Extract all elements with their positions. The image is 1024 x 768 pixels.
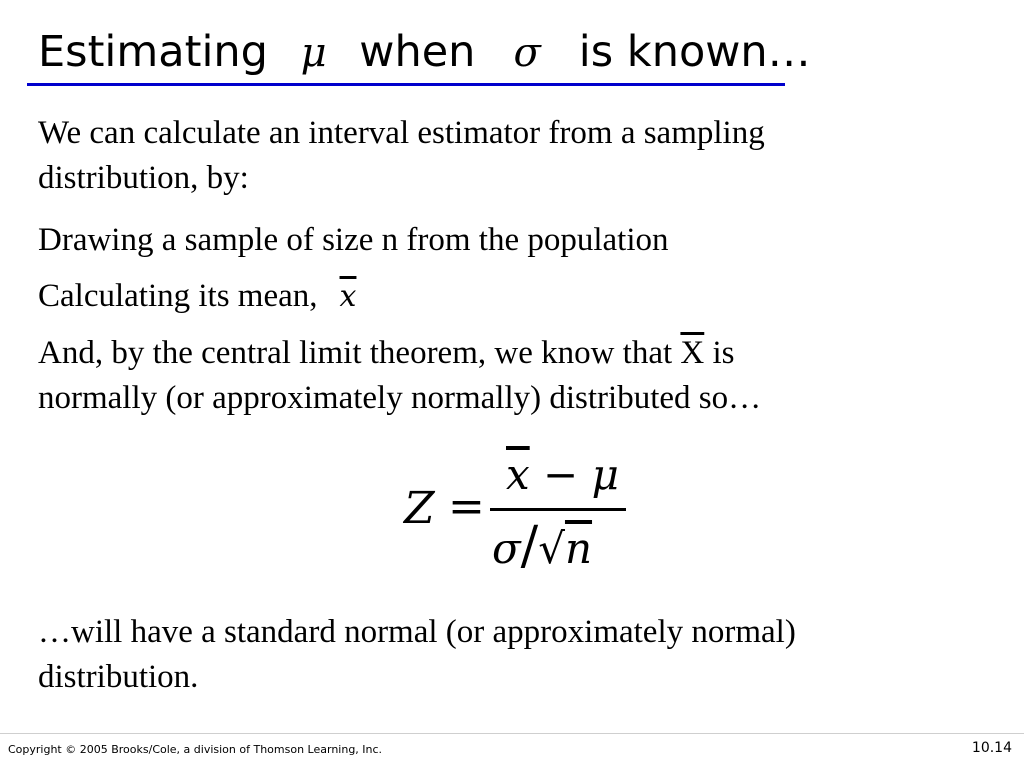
body-line-4a-pre: And, by the central limit theorem, we know that <box>38 335 681 371</box>
body-line-4a-post: is <box>704 335 735 371</box>
body-paragraph-5 <box>38 610 796 700</box>
body-paragraph-3 <box>38 274 356 319</box>
slide-title <box>38 26 811 79</box>
mu-symbol: μ <box>300 30 327 76</box>
z-score-formula <box>400 450 640 585</box>
sigma-symbol: σ <box>513 30 541 76</box>
title-text-estimating: Estimating <box>38 27 282 77</box>
formula-n: n <box>564 524 593 573</box>
body-line-5a: …will have a standard normal (or approximately normal) <box>38 614 796 650</box>
body-paragraph-1 <box>38 111 765 201</box>
body-line-1b: distribution, by: <box>38 160 249 196</box>
body-line-1a: We can calculate an interval estimator from a sampling <box>38 115 765 151</box>
slide-number: 10.14 <box>971 740 1012 756</box>
formula-minus: − <box>529 450 592 499</box>
formula-mu: μ <box>591 450 619 499</box>
body-line-4b: normally (or approximately normally) distributed so… <box>38 380 762 416</box>
X-bar-symbol: $\overline{X}$ <box>680 335 705 371</box>
body-line-5b: distribution. <box>38 659 199 695</box>
formula-slash: / <box>520 516 539 576</box>
body-line-2: Drawing a sample of size n from the population <box>38 222 669 258</box>
formula-equals: = <box>448 481 485 532</box>
body-paragraph-4 <box>38 331 761 421</box>
title-underline <box>27 83 785 86</box>
formula-denominator <box>492 516 592 576</box>
footer-divider <box>0 733 1024 734</box>
formula-sqrt-icon: √ <box>538 524 565 573</box>
formula-x-bar: $\overline{x}$ <box>506 450 530 499</box>
formula-numerator <box>506 450 619 499</box>
formula-sigma: σ <box>492 524 521 573</box>
body-paragraph-2 <box>38 218 669 263</box>
formula-fraction-bar <box>490 508 626 511</box>
copyright-notice: Copyright © 2005 Brooks/Cole, a division of Thomson Learning, Inc. <box>8 743 383 756</box>
x-bar-symbol: $\overline{x}$ <box>339 279 357 314</box>
title-text-is-known: is known… <box>565 27 811 77</box>
title-text-when: when <box>345 27 490 77</box>
formula-z: Z <box>404 483 435 534</box>
body-line-3: Calculating its mean, <box>38 278 318 314</box>
